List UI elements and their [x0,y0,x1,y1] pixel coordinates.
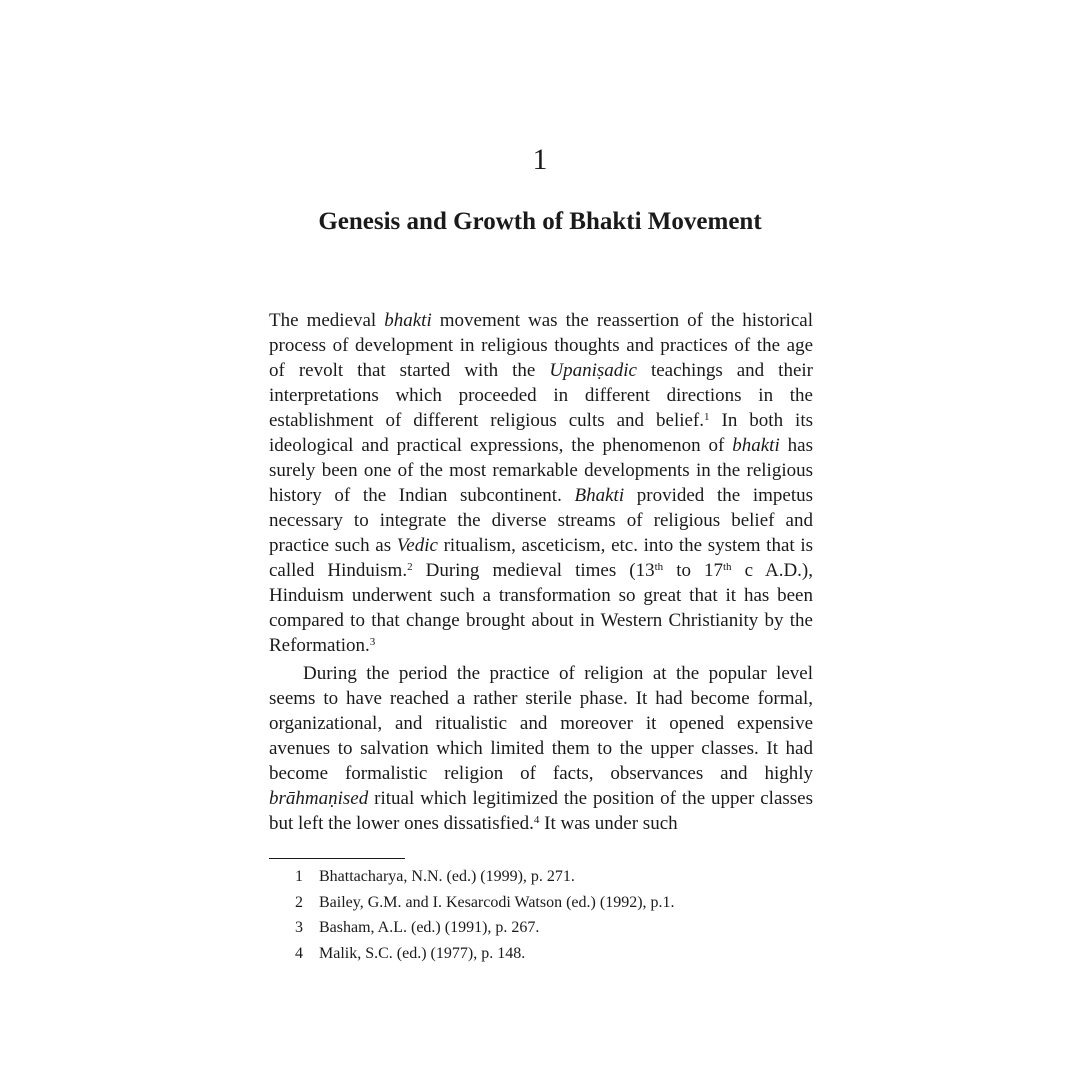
text-run: movement was the reassertion of the historical process of development in religious thoughts and practices of the age of revolt that started with the [269,310,813,381]
footnote-item [295,864,815,890]
text-run: c A.D.), Hinduism underwent such a transformation so great that it has been compared to that change brought about in Western Christianity by the Reformation. [269,560,814,656]
italic-term: Upaniṣadic [549,360,637,381]
footnote-marker: 3 [369,636,376,648]
chapter-number: 1 [532,143,548,176]
paragraph-1 [269,308,813,658]
ordinal-suffix: th [654,561,664,573]
footnote-text: Bailey, G.M. and I. Kesarcodi Watson (ed.) (1992), p.1. [319,893,675,911]
footnote-text: Malik, S.C. (ed.) (1977), p. 148. [319,944,526,962]
footnote-marker: 4 [533,814,540,826]
footnote-number: 1 [295,868,303,885]
text-run: During medieval times (13 [412,560,655,581]
footnotes-list [295,864,815,966]
text-run: In both its ideological and practical expressions, the phenomenon of [269,410,813,456]
text-run: During the period the practice of religion at the popular level seems to have reached a rather sterile phase. It had become formal, organizational, and ritualistic and moreover it opened expensive avenues to salvation which limited them to the upper classes. It had become formalistic religion of facts, observances and highly [269,663,813,784]
text-run: teachings and their interpretations which proceeded in different directions in the establishment of different religious cults and belief. [269,360,813,431]
text-run: ritualism, asceticism, etc. into the system that is called Hinduism. [269,535,813,581]
footnote-text: Basham, A.L. (ed.) (1991), p. 267. [319,919,540,936]
footnote-marker: 2 [407,561,413,573]
footnote-item [295,890,815,916]
italic-term: brāhmaṇised [269,788,369,809]
italic-term: Vedic [396,535,438,556]
italic-term: bhakti [384,310,432,331]
footnote-marker: 1 [704,411,710,423]
footnote-text: Bhattacharya, N.N. (ed.) (1999), p. 271. [319,868,575,885]
footnote-item [295,941,815,967]
text-run: provided the impetus necessary to integrate the diverse streams of religious belief and practice such as [269,485,813,556]
italic-term: bhakti [732,435,780,456]
text-run: ritual which legitimized the position of the upper classes but left the lower ones dissatisfied. [269,788,813,834]
text-run: The medieval [269,310,385,331]
footnote-number: 2 [295,893,303,911]
footnote-number: 4 [295,944,303,962]
footnote-number: 3 [295,919,303,936]
italic-term: Bhakti [574,485,625,506]
footnote-divider [269,858,405,859]
ordinal-suffix: th [723,561,732,573]
text-run: It was under such [539,813,678,834]
chapter-title: Genesis and Growth of Bhakti Movement [318,208,762,235]
footnote-item [295,915,815,941]
text-run: has surely been one of the most remarkable developments in the religious history of the Indian subcontinent. [269,435,813,506]
paragraph-2 [269,661,813,836]
text-run: to 17 [663,560,723,581]
body-text [269,308,813,836]
